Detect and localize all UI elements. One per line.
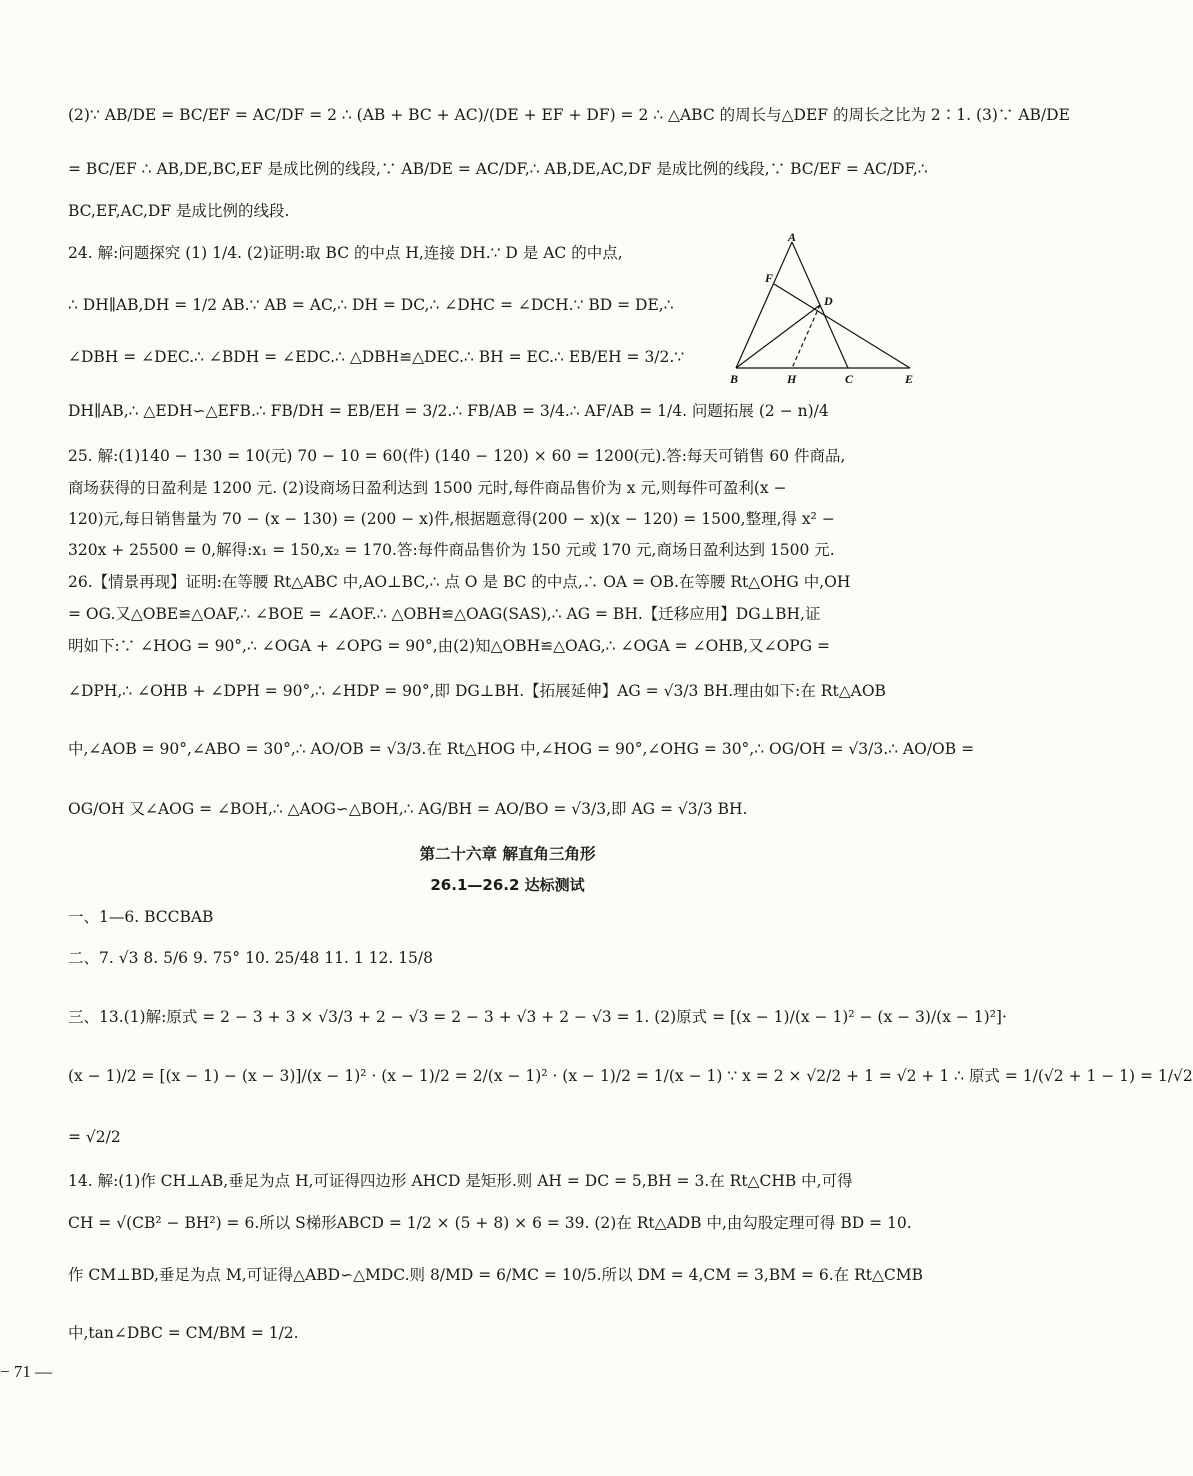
section-title: 26.1—26.2 达标测试 bbox=[430, 876, 585, 894]
text-line: = OG.又△OBE≌△OAF,∴ ∠BOE = ∠AOF.∴ △OBH≌△OAG(SAS),∴ AG = BH.【迁移应用】DG⊥BH,证 bbox=[68, 605, 821, 623]
text-line: 三、13.(1)解:原式 = 2 − 3 + 3 × √3/3 + 2 − √3 = 2 − 3 + √3 + 2 − √3 = 1. (2)原式 = [(x − 1)/(x − 1)² − (x − 3)/(x − 1)²]· bbox=[68, 1008, 1007, 1026]
label-c: C bbox=[845, 372, 854, 386]
text-line: = BC/EF ∴ AB,DE,BC,EF 是成比例的线段,∵ AB/DE = AC/DF,∴ AB,DE,AC,DF 是成比例的线段,∵ BC/EF = AC/DF,∴ bbox=[68, 160, 928, 178]
text-line: 320x + 25500 = 0,解得:x₁ = 150,x₂ = 170.答:每件商品售价为 150 元或 170 元,商场日盈利达到 1500 元. bbox=[68, 541, 835, 559]
text-line: 作 CM⊥BD,垂足为点 M,可证得△ABD∽△MDC.则 8/MD = 6/MC = 10/5.所以 DM = 4,CM = 3,BM = 6.在 Rt△CMB bbox=[68, 1266, 924, 1284]
label-h: H bbox=[787, 372, 797, 386]
text-line: 14. 解:(1)作 CH⊥AB,垂足为点 H,可证得四边形 AHCD 是矩形.则 AH = DC = 5,BH = 3.在 Rt△CHB 中,可得 bbox=[68, 1172, 853, 1190]
label-e: E bbox=[905, 372, 914, 386]
label-d: D bbox=[824, 294, 833, 308]
label-a: A bbox=[788, 230, 797, 244]
text-line: ∴ DH∥AB,DH = 1/2 AB.∵ AB = AC,∴ DH = DC,∴ ∠DHC = ∠DCH.∵ BD = DE,∴ bbox=[68, 296, 674, 314]
text-line: 24. 解:问题探究 (1) 1/4. (2)证明:取 BC 的中点 H,连接 DH.∵ D 是 AC 的中点, bbox=[68, 244, 623, 262]
text-line: ∠DBH = ∠DEC.∴ ∠BDH = ∠EDC.∴ △DBH≌△DEC.∴ BH = EC.∴ EB/EH = 3/2.∵ bbox=[68, 348, 685, 366]
page-number: − 71 — bbox=[0, 1362, 53, 1381]
text-line: 25. 解:(1)140 − 130 = 10(元) 70 − 10 = 60(件) (140 − 120) × 60 = 1200(元).答:每天可销售 60 件商品, bbox=[68, 447, 846, 465]
text-line: ∠DPH,∴ ∠OHB + ∠DPH = 90°,∴ ∠HDP = 90°,即 DG⊥BH.【拓展延伸】AG = √3/3 BH.理由如下:在 Rt△AOB bbox=[68, 682, 886, 700]
label-f: F bbox=[765, 271, 774, 285]
text-line: (x − 1)/2 = [(x − 1) − (x − 3)]/(x − 1)² · (x − 1)/2 = 2/(x − 1)² · (x − 1)/2 = 1/(x − 1) ∵ x = 2 × √2/2 + 1 = √2 + 1 ∴ 原式 = 1/(√2 + 1 − 1) = 1/√2 bbox=[68, 1067, 1193, 1085]
segment-ab bbox=[736, 242, 792, 368]
segment-bd bbox=[736, 305, 820, 368]
triangle-figure bbox=[728, 232, 923, 392]
chapter-title: 第二十六章 解直角三角形 bbox=[419, 845, 596, 863]
text-line: BC,EF,AC,DF 是成比例的线段. bbox=[68, 202, 290, 220]
text-line: CH = √(CB² − BH²) = 6.所以 S梯形ABCD = 1/2 × (5 + 8) × 6 = 39. (2)在 Rt△ADB 中,由勾股定理可得 BD = 10. bbox=[68, 1214, 912, 1232]
text-line: = √2/2 bbox=[68, 1128, 121, 1146]
text-line: 一、1—6. BCCBAB bbox=[68, 908, 214, 926]
text-line: 120)元,每日销售量为 70 − (x − 130) = (200 − x)件,根据题意得(200 − x)(x − 120) = 1500,整理,得 x² − bbox=[68, 510, 835, 528]
text-line: 商场获得的日盈利是 1200 元. (2)设商场日盈利达到 1500 元时,每件商品售价为 x 元,则每件可盈利(x − bbox=[68, 479, 787, 497]
text-line: (2)∵ AB/DE = BC/EF = AC/DF = 2 ∴ (AB + BC + AC)/(DE + EF + DF) = 2 ∴ △ABC 的周长与△DEF 的周长之比为 2∶1. (3)∵ AB/DE bbox=[68, 106, 1070, 124]
label-b: B bbox=[730, 372, 739, 386]
text-line: 明如下:∵ ∠HOG = 90°,∴ ∠OGA + ∠OPG = 90°,由(2)知△OBH≌△OAG,∴ ∠OGA = ∠OHB,又∠OPG = bbox=[68, 637, 831, 655]
text-line: OG/OH 又∠AOG = ∠BOH,∴ △AOG∽△BOH,∴ AG/BH = AO/BO = √3/3,即 AG = √3/3 BH. bbox=[68, 800, 748, 818]
text-line: 中,tan∠DBC = CM/BM = 1/2. bbox=[68, 1324, 299, 1342]
text-line: 二、7. √3 8. 5/6 9. 75° 10. 25/48 11. 1 12. 15/8 bbox=[68, 949, 434, 967]
text-line: DH∥AB,∴ △EDH∽△EFB.∴ FB/DH = EB/EH = 3/2.∴ FB/AB = 3/4.∴ AF/AB = 1/4. 问题拓展 (2 − n)/4 bbox=[68, 402, 829, 420]
text-line: 26.【情景再现】证明:在等腰 Rt△ABC 中,AO⊥BC,∴ 点 O 是 BC 的中点,∴ OA = OB.在等腰 Rt△OHG 中,OH bbox=[68, 573, 851, 591]
text-line: 中,∠AOB = 90°,∠ABO = 30°,∴ AO/OB = √3/3.在 Rt△HOG 中,∠HOG = 90°,∠OHG = 30°,∴ OG/OH = √3/3.∴ AO/OB = bbox=[68, 740, 975, 758]
segment-dh bbox=[792, 305, 820, 368]
